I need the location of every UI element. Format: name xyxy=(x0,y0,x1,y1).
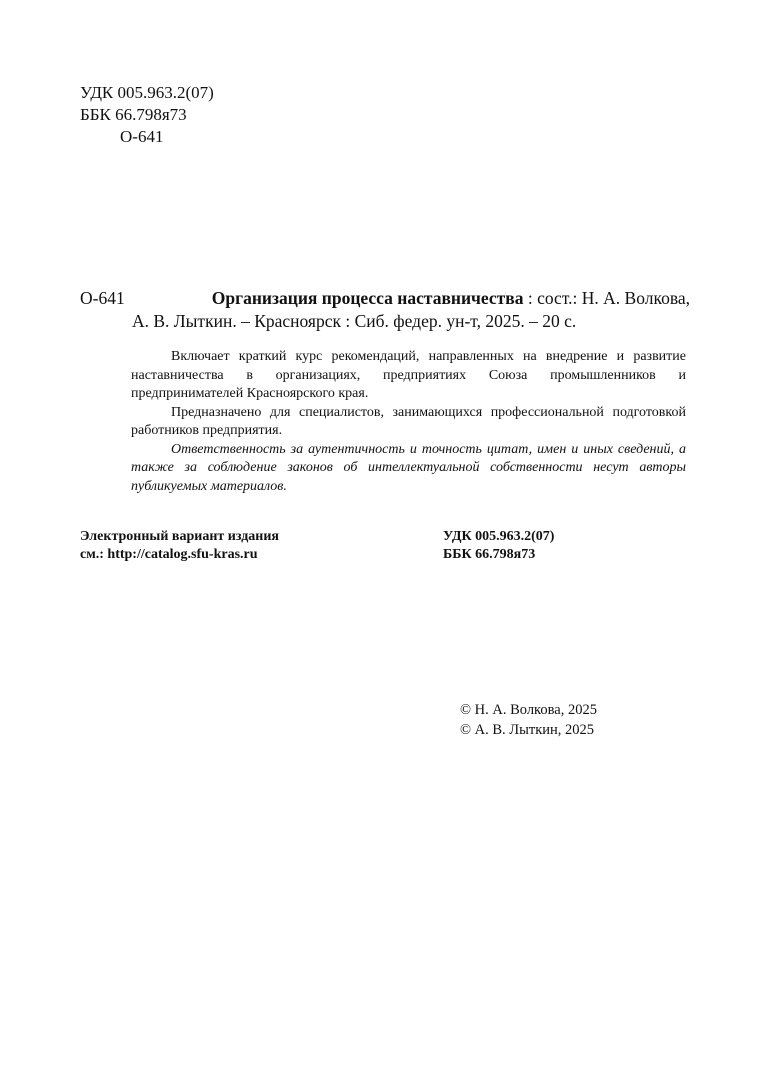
annotation-paragraph: Включает краткий курс рекомендаций, направленных на внедрение и развитие наставничества в организациях, предприятиях Союза промышленников и предпринимателей Красноярского края. xyxy=(131,349,686,401)
udk-footer: УДК 005.963.2(07) xyxy=(443,529,555,544)
udk-header: УДК 005.963.2(07) xyxy=(80,83,214,102)
entry-title-block xyxy=(212,287,690,310)
copyright-line: © А. В. Лыткин, 2025 xyxy=(460,722,595,738)
entry-line-1 xyxy=(80,287,690,310)
electronic-version-url: см.: http://catalog.sfu-kras.ru xyxy=(80,547,258,562)
annotation xyxy=(131,348,686,496)
copyright-line: © Н. А. Волкова, 2025 xyxy=(460,702,597,718)
responsibility-note: Ответственность за аутентичность и точность цитат, имен и иных сведений, а также за соблюдение законов об интеллектуальной собственности несут авторы публикуемых материалов. xyxy=(131,441,686,494)
entry-code: О-641 xyxy=(80,288,125,308)
entry-title: Организация процесса наставничества xyxy=(211,288,524,308)
entry-line-2: А. В. Лыткин. – Красноярск : Сиб. федер. ун-т, 2025. – 20 с. xyxy=(132,311,577,331)
author-mark: О-641 xyxy=(120,127,164,146)
bibliographic-entry xyxy=(80,287,690,333)
electronic-version-label: Электронный вариант издания xyxy=(80,529,279,544)
entry-compilers: : сост.: Н. А. Волкова, xyxy=(523,288,690,308)
bbk-footer: ББК 66.798я73 xyxy=(443,547,536,562)
bbk-header: ББК 66.798я73 xyxy=(80,105,187,124)
annotation-paragraph: Предназначено для специалистов, занимающихся профессиональной подготовкой работников предприятия. xyxy=(131,404,686,438)
